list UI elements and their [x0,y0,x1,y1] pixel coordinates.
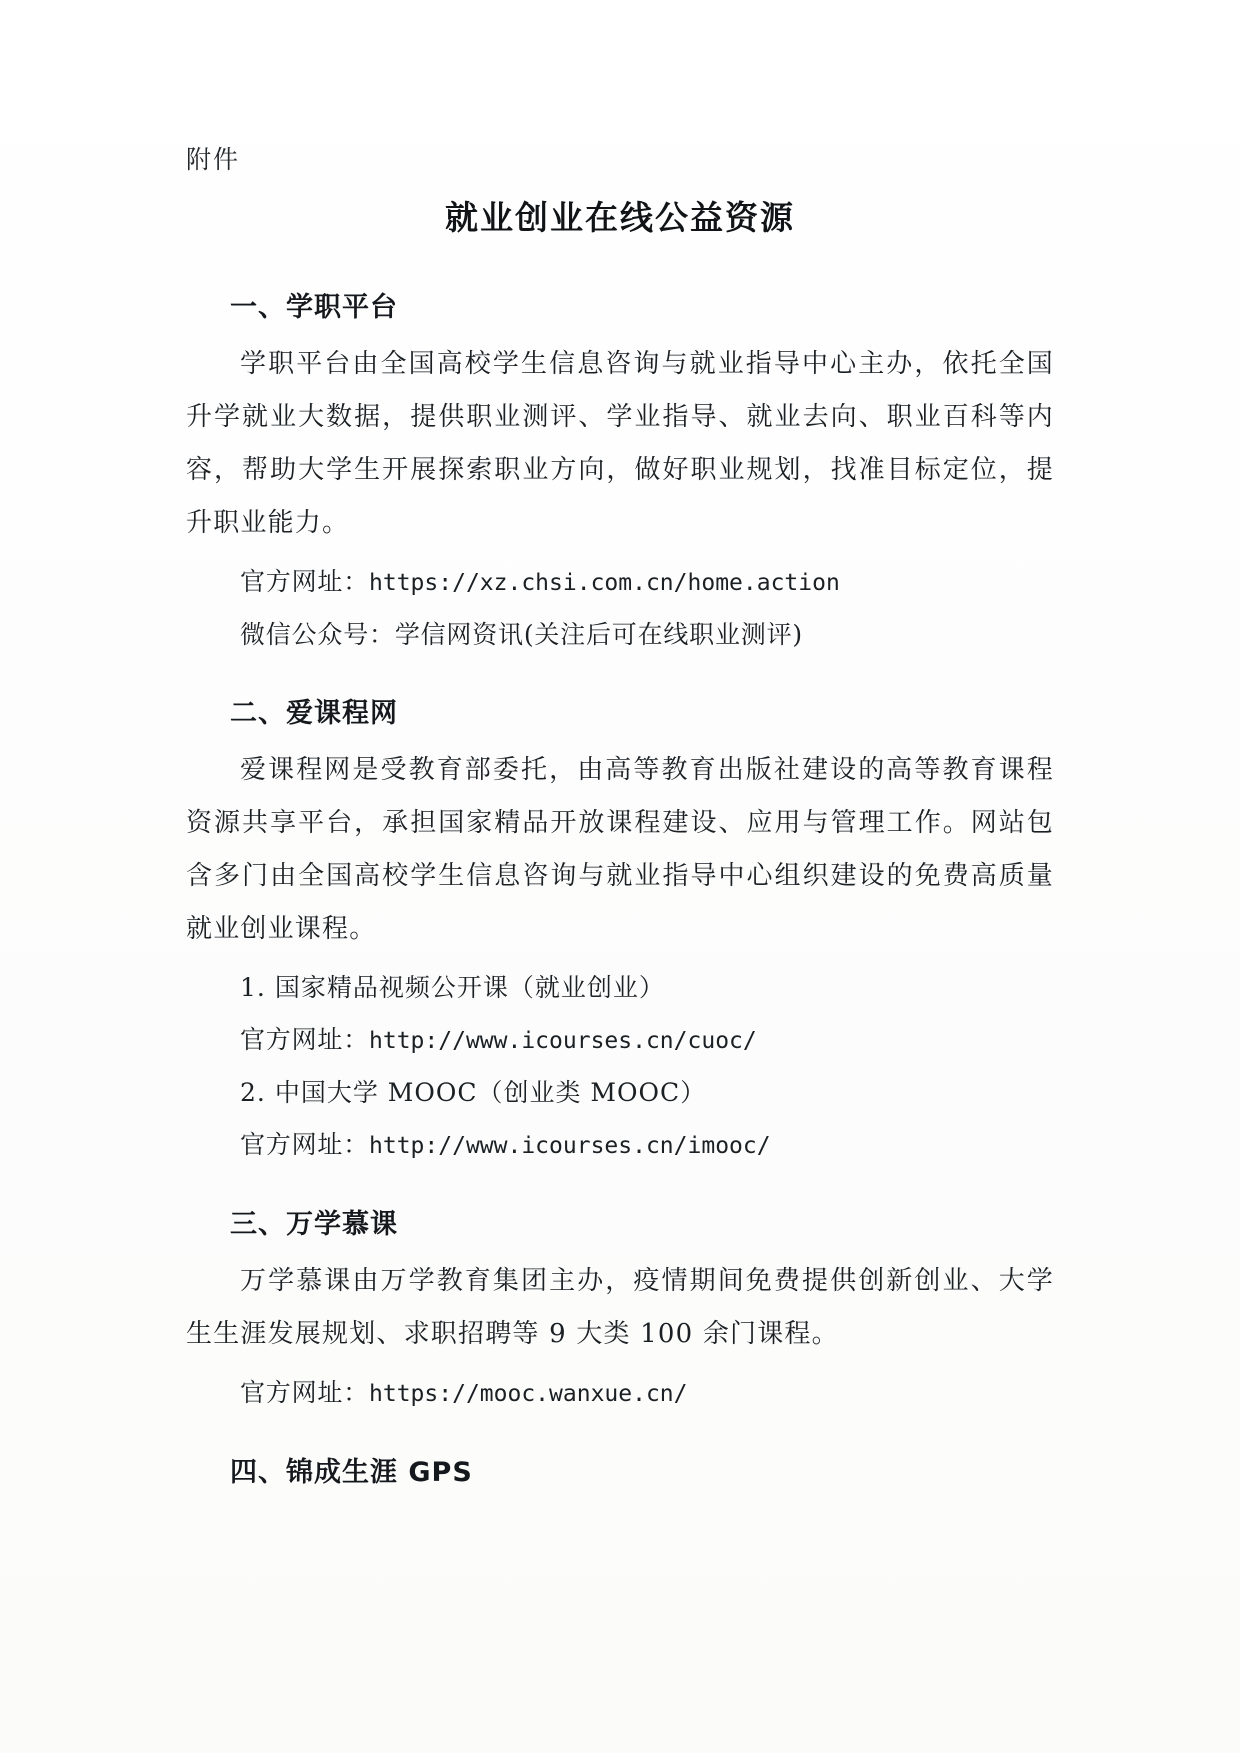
section-heading-1: 一、学职平台 [230,292,398,323]
section-paragraph-2: 爱课程网是受教育部委托，由高等教育出版社建设的高等教育课程资源共享平台，承担国家精品开放课程建设、应用与管理工作。网站包含多门由全国高校学生信息咨询与就业指导中心组织建设的免费高质量就业创业课程。 [186,755,1054,944]
section-paragraph-1: 学职平台由全国高校学生信息咨询与就业指导中心主办，依托全国升学就业大数据，提供职业测评、学业指导、就业去向、职业百科等内容，帮助大学生开展探索职业方向，做好职业规划，找准目标定位，提升职业能力。 [186,349,1054,538]
website-url[interactable]: https://xz.chsi.com.cn/home.action [369,570,840,596]
wechat-value: 学信网资讯(关注后可在线职业测评) [394,620,803,649]
page-title: 就业创业在线公益资源 [445,198,795,237]
list-item [186,1067,1054,1119]
section-1-wechat-line [186,609,1054,661]
website-url[interactable]: http://www.icourses.cn/cuoc/ [369,1028,757,1054]
website-label: 官方网址： [240,1130,370,1159]
wechat-label: 微信公众号： [240,620,395,649]
section-heading-4: 四、锦成生涯 GPS [230,1457,473,1488]
website-label: 官方网址： [240,1025,370,1054]
section-2-item-1-website-line [186,1014,1054,1067]
website-label: 官方网址： [240,1378,370,1407]
section-2-item-2-website-line [186,1119,1054,1172]
list-item [186,962,1054,1014]
document-body [186,140,1054,1503]
list-item-label: 中国大学 MOOC（创业类 MOOC） [274,1078,707,1107]
section-paragraph-3: 万学慕课由万学教育集团主办，疫情期间免费提供创新创业、大学生生涯发展规划、求职招聘等 9 大类 100 余门课程。 [186,1266,1054,1349]
list-item-number: 1. [240,973,266,1002]
website-url[interactable]: http://www.icourses.cn/imooc/ [369,1133,771,1159]
website-url[interactable]: https://mooc.wanxue.cn/ [369,1381,688,1407]
section-heading-2: 二、爱课程网 [230,698,398,729]
section-heading-3: 三、万学慕课 [230,1209,398,1240]
section-1-website-line [186,556,1054,609]
attachment-label: 附件 [186,145,241,174]
section-3-website-line [186,1367,1054,1420]
website-label: 官方网址： [240,567,370,596]
list-item-label: 国家精品视频公开课（就业创业） [274,973,665,1002]
list-item-number: 2. [240,1078,266,1107]
